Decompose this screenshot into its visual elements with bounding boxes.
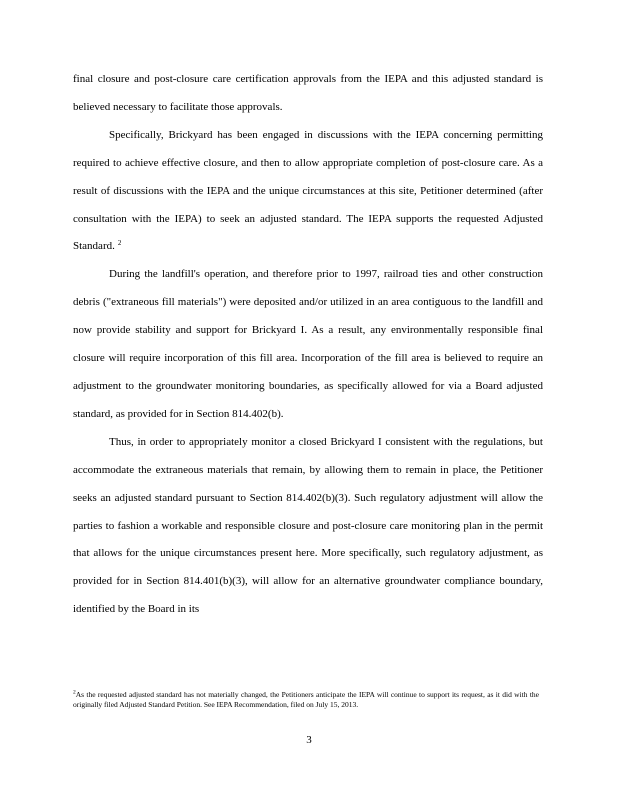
paragraph-continuation	[73, 66, 543, 122]
paragraph-text: final closure and post-closure care certification approvals from the IEPA and this adjusted standard is believed necessary to facilitate those approvals.	[73, 73, 543, 113]
footnote-reference: 2	[117, 238, 122, 247]
paragraph-landfill-operation	[73, 261, 543, 428]
paragraph-text: Specifically, Brickyard has been engaged in discussions with the IEPA concerning permitting required to achieve effective closure, and then to allow appropriate completion of post-closure care. As a result of discussions with the IEPA and the unique circumstances at this site, Petitioner determined (after consultation with the IEPA) to seek an adjusted standard. The IEPA supports the requested Adjusted Standard.	[73, 128, 543, 253]
body-text	[73, 66, 543, 624]
footnote	[73, 690, 539, 709]
paragraph-text: During the landfill's operation, and therefore prior to 1997, railroad ties and other construction debris ("extraneous fill materials") were deposited and/or utilized in an area contiguous to the landfill and now provide stability and support for Brickyard I. As a result, any environmentally responsible final closure will require incorporation of this fill area. Incorporation of the fill area is believed to require an adjustment to the groundwater monitoring boundaries, as specifically allowed for via a Board adjusted standard, as provided for in Section 814.402(b).	[73, 268, 543, 420]
footnote-marker: 2	[73, 689, 76, 696]
paragraph-text: Thus, in order to appropriately monitor a closed Brickyard I consistent with the regulations, but accommodate the extraneous materials that remain, by allowing them to remain in place, the Petitioner seeks an adjusted standard pursuant to Section 814.402(b)(3). Such regulatory adjustment will allow the parties to fashion a workable and responsible closure and post-closure care monitoring plan in the permit that allows for the unique circumstances present here. More specifically, such regulatory adjustment, as provided for in Section 814.401(b)(3), will allow for an alternative groundwater compliance boundary, identified by the Board in its	[73, 435, 543, 616]
paragraph-specifically	[73, 122, 543, 262]
page-number: 3	[306, 734, 312, 746]
footnote-text: As the requested adjusted standard has not materially changed, the Petitioners anticipate the IEPA will continue to support its request, as it did with the originally filed Adjusted Standard Petition. See IEPA Recommendation, filed on July 15, 2013.	[73, 690, 539, 709]
paragraph-thus	[73, 429, 543, 624]
